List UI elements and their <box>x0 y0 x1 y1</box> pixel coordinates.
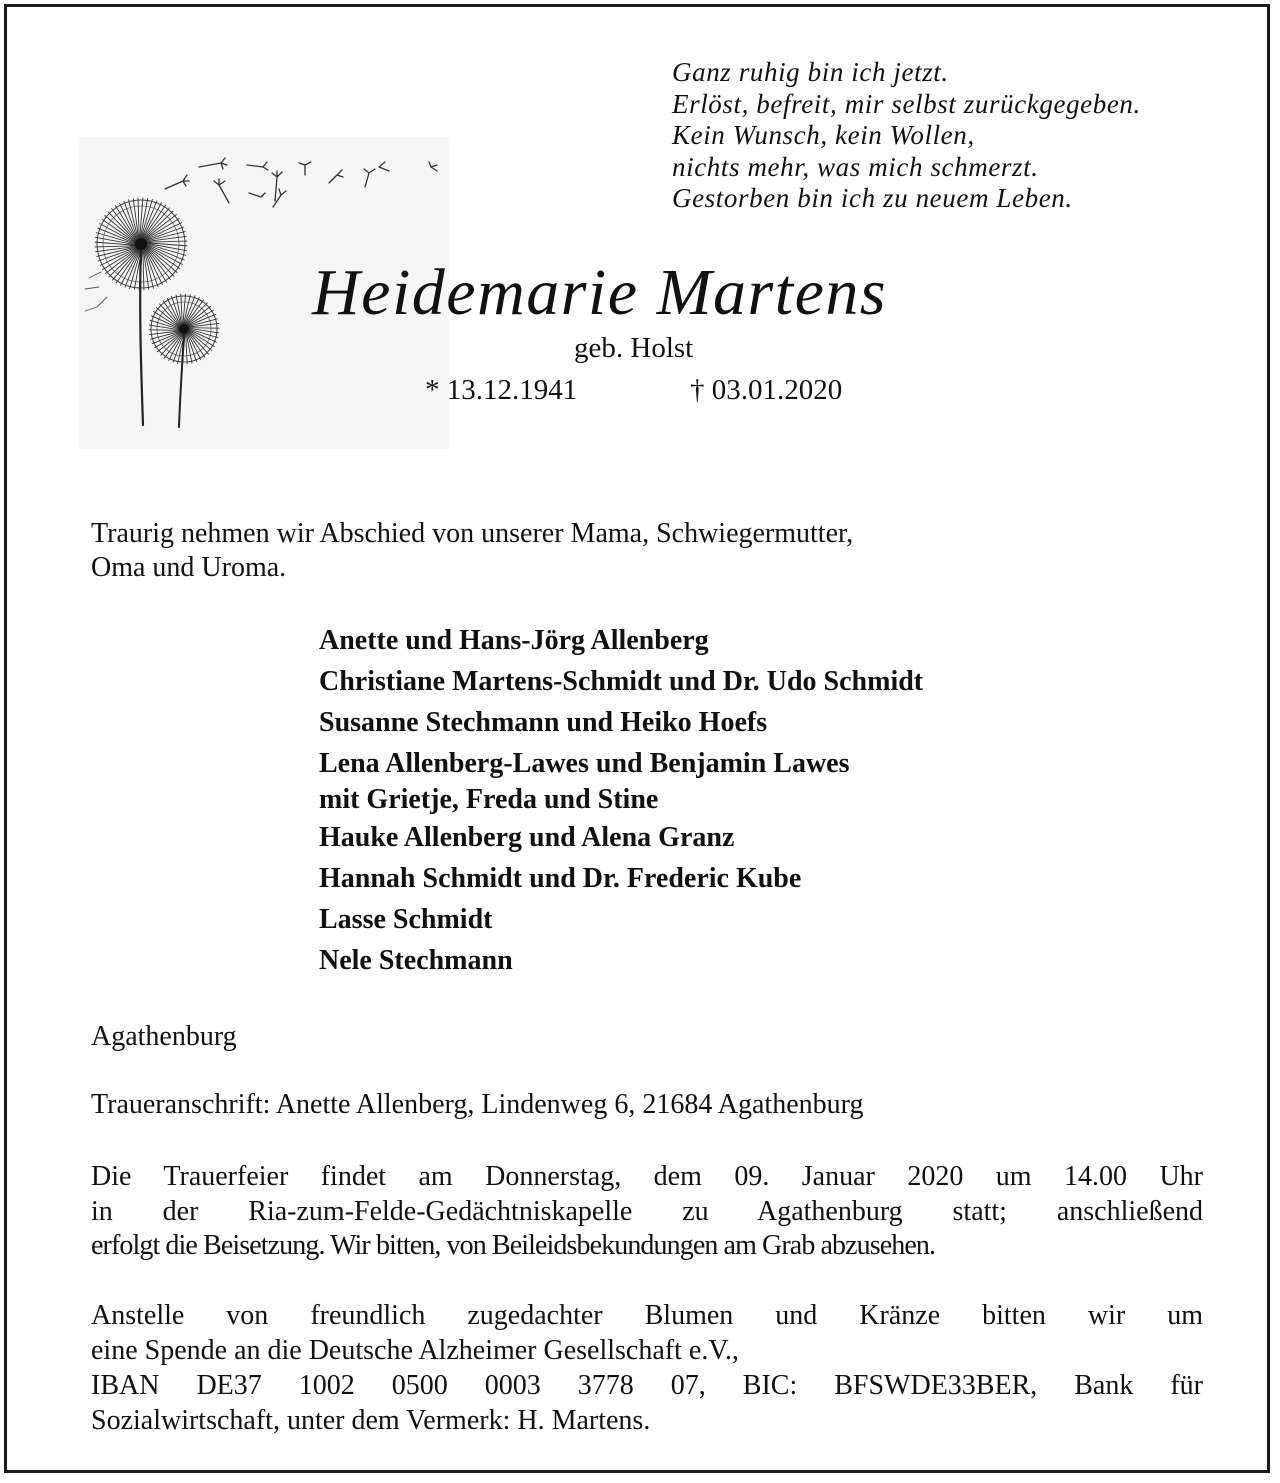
mourning-address: Traueranschrift: Anette Allenberg, Lindenweg 6, 21684 Agathenburg <box>91 1089 864 1120</box>
intro-text <box>91 517 853 585</box>
ceremony-text <box>91 1160 1203 1264</box>
family-member: Susanne Stechmann und Heiko Hoefs <box>319 707 768 738</box>
ceremony-line: erfolgt die Beisetzung. Wir bitten, von Beileidsbekundungen am Grab abzusehen. <box>91 1230 936 1261</box>
life-dates <box>425 374 843 407</box>
family-member: Hannah Schmidt und Dr. Frederic Kube <box>319 863 802 894</box>
family-member: Lasse Schmidt <box>319 904 493 935</box>
death-date: † 03.01.2020 <box>690 374 843 406</box>
obituary-notice <box>4 4 1270 1473</box>
birth-name: geb. Holst <box>574 332 694 364</box>
intro-line: Traurig nehmen wir Abschied von unserer Mama, Schwiegermutter, <box>91 518 854 549</box>
poem-line: Ganz ruhig bin ich jetzt. <box>672 57 949 87</box>
donation-text <box>91 1298 1203 1438</box>
family-member: Nele Stechmann <box>319 945 513 976</box>
donation-line: eine Spende an die Deutsche Alzheimer Gesellschaft e.V., <box>91 1335 739 1366</box>
birth-date: * 13.12.1941 <box>425 374 578 406</box>
intro-line: Oma und Uroma. <box>91 552 287 583</box>
family-list <box>319 620 923 981</box>
ceremony-line: Die Trauerfeier findet am Donnerstag, dem 09. Januar 2020 um 14.00 Uhr <box>91 1161 1203 1192</box>
poem <box>672 57 1141 215</box>
family-member: Hauke Allenberg und Alena Granz <box>319 822 735 853</box>
ceremony-line: in der Ria-zum-Felde-Gedächtniskapelle zu Agathenburg statt; anschließend <box>91 1195 1203 1227</box>
poem-line: Gestorben bin ich zu neuem Leben. <box>672 183 1073 213</box>
poem-line: nichts mehr, was mich schmerzt. <box>672 151 1039 182</box>
poem-line: Erlöst, befreit, mir selbst zurückgegeben. <box>672 88 1141 119</box>
donation-line: Anstelle von freundlich zugedachter Blumen und Kränze bitten wir um <box>91 1300 1203 1331</box>
family-member: Christiane Martens-Schmidt und Dr. Udo Schmidt <box>319 666 924 697</box>
donation-line: Sozialwirtschaft, unter dem Vermerk: H. Martens. <box>91 1405 651 1436</box>
deceased-name: Heidemarie Martens <box>312 256 888 329</box>
donation-line: IBAN DE37 1002 0500 0003 3778 07, BIC: BFSWDE33BER, Bank für <box>91 1370 1203 1401</box>
family-member: Lena Allenberg-Lawes und Benjamin Lawes <box>319 748 850 779</box>
family-member: Anette und Hans-Jörg Allenberg <box>319 625 709 656</box>
family-member: mit Grietje, Freda und Stine <box>319 784 659 815</box>
poem-line: Kein Wunsch, kein Wollen, <box>672 120 975 150</box>
place: Agathenburg <box>91 1021 237 1052</box>
